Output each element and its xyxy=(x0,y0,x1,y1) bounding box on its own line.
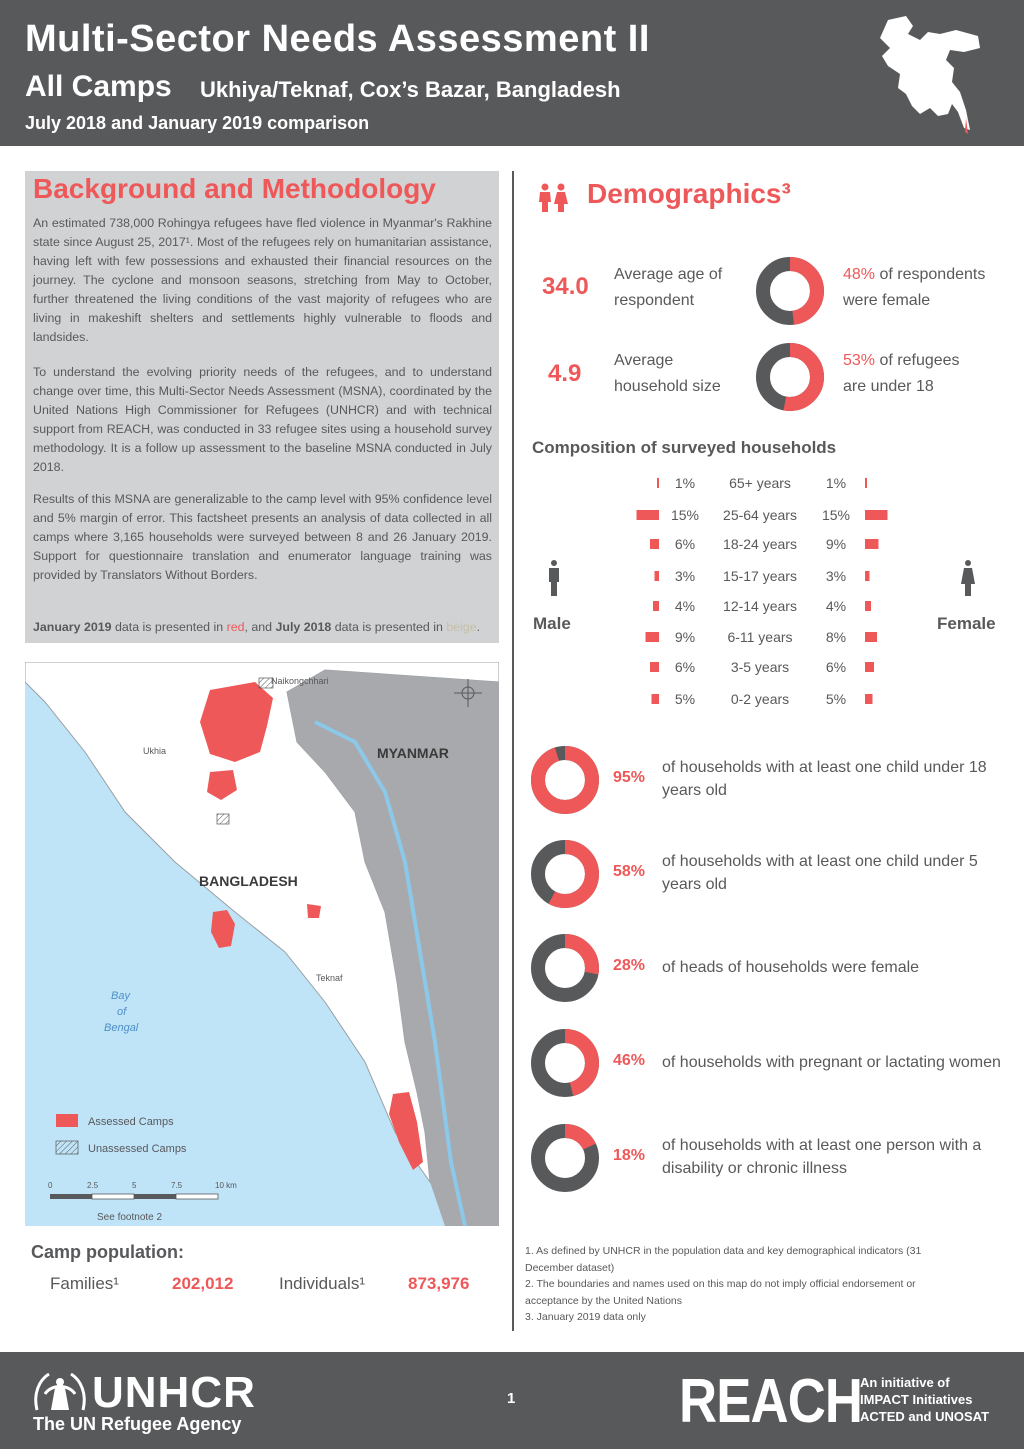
avg-age-label-2: respondent xyxy=(614,292,695,309)
footer-banner xyxy=(0,1352,1024,1449)
female-respondents-pct: 48% xyxy=(843,266,876,283)
hh-size-label-2: household size xyxy=(614,378,721,395)
legend-assessed-swatch xyxy=(56,1114,78,1127)
female-bar xyxy=(865,694,873,704)
scale-label-4: 10 km xyxy=(215,1181,237,1190)
avg-age-label-1: Average age of xyxy=(614,266,723,283)
unhcr-emblem-icon xyxy=(31,1370,89,1414)
legend-unassessed-swatch xyxy=(56,1141,78,1154)
male-bar xyxy=(646,632,660,642)
female-label: Female xyxy=(937,614,996,633)
map-label-bengal: Bengal xyxy=(104,1022,139,1034)
male-bar xyxy=(650,539,659,549)
scale-label-1: 2.5 xyxy=(87,1181,99,1190)
female-respondents-text-2: were female xyxy=(843,292,931,309)
map-label-bay: Bay xyxy=(111,990,130,1002)
male-bar xyxy=(650,662,659,672)
female-pct-label: 6% xyxy=(825,659,847,675)
families-value: 202,012 xyxy=(172,1274,234,1293)
map-footnote: See footnote 2 xyxy=(97,1212,163,1223)
composition-title: Composition of surveyed households xyxy=(532,438,837,457)
age-group-label: 25-64 years xyxy=(723,507,797,523)
individuals-label: Individuals¹ xyxy=(279,1274,365,1293)
female-bar xyxy=(865,571,870,581)
female-bar xyxy=(865,510,888,520)
footnote-2: 2. The boundaries and names used on this map do not imply official endorsement or acceptance by the United Nations xyxy=(525,1278,916,1307)
pyramid-row xyxy=(646,629,878,645)
under18-text-2: are under 18 xyxy=(843,378,934,395)
male-pct-label: 6% xyxy=(674,536,696,552)
map-label-naikongchhari: Naikongchhari xyxy=(271,676,329,686)
male-bar xyxy=(657,478,659,488)
map-label-myanmar: MYANMAR xyxy=(377,745,449,761)
male-bar xyxy=(637,510,660,520)
note-red: red xyxy=(226,620,245,634)
female-bar xyxy=(865,632,877,642)
household-donut xyxy=(529,838,601,910)
female-pct-label: 3% xyxy=(825,568,847,584)
reach-tagline-2: IMPACT Initiatives xyxy=(860,1392,973,1407)
note-text-3: data is presented in xyxy=(331,620,447,634)
bangladesh-map-icon xyxy=(868,12,988,137)
page-subtitle: All Camps xyxy=(25,70,172,103)
age-group-label: 18-24 years xyxy=(723,536,797,552)
background-paragraph-3: Results of this MSNA are generalizable to the camp level with 95% confidence level and 5% margin of error. This factsheet presents an analysis of data collected in all camps where 3,165 households were surveyed between 8 and 26 January 2019. Support for questionnaire translation and enumerator language training was provided by Translators Without Borders. xyxy=(33,492,492,582)
individuals-value: 873,976 xyxy=(408,1274,470,1293)
pyramid-row xyxy=(637,507,888,523)
female-pct-label: 8% xyxy=(825,629,847,645)
under18-text-1 xyxy=(843,348,960,374)
reach-tagline-1: An initiative of xyxy=(860,1375,950,1390)
male-bar xyxy=(655,571,660,581)
age-group-label: 3-5 years xyxy=(730,659,790,675)
note-text-1: data is presented in xyxy=(111,620,227,634)
household-donut-arc xyxy=(538,753,592,807)
background-paragraph-1: An estimated 738,000 Rohingya refugees have fled violence in Myanmar's Rakhine state since August 25, 2017¹. Most of the refugees rely on humanitarian assistance, having left with few possessions and exhausted their financial resources on the journey. The cyclone and monsoon seasons, stretching from May to October, further threatened the living conditions of the vast majority of refugees who are living in makeshift shelters and settlements highly vulnerable to floods and landsides. xyxy=(33,216,492,344)
female-pct-label: 4% xyxy=(825,598,847,614)
pyramid-row xyxy=(652,691,873,707)
page-title: Multi-Sector Needs Assessment II xyxy=(25,18,650,60)
age-group-label: 12-14 years xyxy=(723,598,797,614)
household-indicator-text: of households with at least one child under 5 years old xyxy=(662,853,978,893)
age-group-label: 15-17 years xyxy=(723,568,797,584)
hh-size-value: 4.9 xyxy=(548,360,582,387)
scale-label-3: 7.5 xyxy=(171,1181,183,1190)
note-text-2: , and xyxy=(244,620,276,634)
hh-size-label-1: Average xyxy=(614,352,674,369)
household-donut xyxy=(529,1027,601,1099)
male-bar xyxy=(652,694,660,704)
household-pct: 95% xyxy=(613,769,646,786)
household-donut xyxy=(529,744,601,816)
female-respondents-text-1 xyxy=(843,262,985,288)
household-pct: 18% xyxy=(613,1147,646,1164)
map-camp-cluster-3 xyxy=(307,904,321,918)
legend-unassessed-label: Unassessed Camps xyxy=(88,1143,187,1155)
under18-donut xyxy=(754,341,826,413)
under18-pct: 53% xyxy=(843,352,876,369)
background-title: Background and Methodology xyxy=(33,173,436,204)
female-respondents-donut xyxy=(754,255,826,327)
unhcr-tagline: The UN Refugee Agency xyxy=(33,1414,242,1434)
reach-tagline xyxy=(860,1374,989,1425)
background-paragraph-2: To understand the evolving priority needs of the refugees, and to understand change over time, this Multi-Sector Needs Assessment (MSNA), coordinated by the United Nations High Commissioner for Refugees (UNHCR) and with technical support from REACH, was conducted in 33 refugee sites using a household survey methodology. It is a follow up assessment to the baseline MSNA conducted in July 2018. xyxy=(33,365,492,474)
scale-label-2: 5 xyxy=(132,1181,137,1190)
map-label-of: of xyxy=(117,1006,127,1018)
page-number: 1 xyxy=(507,1390,516,1407)
color-legend-note xyxy=(33,618,492,637)
under18-suffix: of refugees xyxy=(875,352,960,369)
note-text-4: . xyxy=(476,620,481,634)
male-icon xyxy=(549,560,559,596)
household-pct: 58% xyxy=(613,863,646,880)
household-pct: 28% xyxy=(613,957,646,974)
pyramid-row xyxy=(653,598,871,614)
male-bar xyxy=(653,601,659,611)
male-pct-label: 6% xyxy=(674,659,696,675)
age-group-label: 0-2 years xyxy=(730,691,790,707)
column-divider xyxy=(512,171,514,1331)
footnotes xyxy=(525,1243,965,1326)
female-pct-label: 15% xyxy=(821,507,851,523)
female-pct-label: 5% xyxy=(825,691,847,707)
map-unassessed-camp-2 xyxy=(217,814,229,824)
household-indicator-text: of heads of households were female xyxy=(662,959,920,976)
reach-logo-text: REACH xyxy=(679,1367,863,1436)
female-pct-label: 1% xyxy=(825,475,847,491)
pyramid-row xyxy=(650,536,879,552)
pyramid-row xyxy=(655,568,870,584)
pyramid-row xyxy=(657,475,867,491)
footnote-1: 1. As defined by UNHCR in the population data and key demographical indicators (31 December dataset) xyxy=(525,1245,922,1274)
camps-map xyxy=(25,662,499,1226)
household-indicator-text: of households with pregnant or lactating women xyxy=(662,1054,1001,1071)
male-pct-label: 1% xyxy=(674,475,696,491)
unhcr-logo-text: UNHCR xyxy=(92,1368,256,1417)
people-icon xyxy=(536,183,570,213)
female-icon xyxy=(961,560,975,596)
footnote-3: 3. January 2019 data only xyxy=(525,1311,646,1323)
scale-label-0: 0 xyxy=(48,1181,53,1190)
household-indicator-text: of households with at least one person with a disability or chronic illness xyxy=(662,1137,982,1177)
household-donut xyxy=(529,932,601,1004)
female-respondents-suffix: of respondents xyxy=(875,266,986,283)
map-label-ukhia: Ukhia xyxy=(143,746,167,756)
female-bar xyxy=(865,662,874,672)
location-text: Ukhiya/Teknaf, Cox’s Bazar, Bangladesh xyxy=(200,77,621,102)
map-label-bangladesh: BANGLADESH xyxy=(199,873,298,889)
household-donut xyxy=(529,1122,601,1194)
map-label-teknaf: Teknaf xyxy=(316,973,343,983)
household-pct: 46% xyxy=(613,1052,646,1069)
pyramid-row xyxy=(650,659,874,675)
male-pct-label: 4% xyxy=(674,598,696,614)
age-group-label: 6-11 years xyxy=(727,629,793,645)
population-pyramid xyxy=(520,468,1010,718)
camp-population-title: Camp population: xyxy=(31,1242,184,1262)
families-label: Families¹ xyxy=(50,1274,119,1293)
avg-age-value: 34.0 xyxy=(542,273,589,300)
demographics-title: Demographics³ xyxy=(587,178,791,209)
female-bar xyxy=(865,539,879,549)
male-pct-label: 9% xyxy=(674,629,696,645)
male-pct-label: 15% xyxy=(670,507,700,523)
reach-tagline-3: ACTED and UNOSAT xyxy=(860,1409,990,1424)
female-bar xyxy=(865,601,871,611)
comparison-text: July 2018 and January 2019 comparison xyxy=(25,113,370,133)
legend-assessed-label: Assessed Camps xyxy=(88,1116,174,1128)
female-bar xyxy=(865,478,867,488)
male-label: Male xyxy=(533,614,571,633)
household-indicator-text: of households with at least one child under 18 years old xyxy=(662,759,987,799)
age-group-label: 65+ years xyxy=(729,475,791,491)
note-beige: beige xyxy=(446,620,477,634)
female-pct-label: 9% xyxy=(825,536,847,552)
note-january: January 2019 xyxy=(33,620,112,634)
header-banner xyxy=(0,0,1024,146)
male-pct-label: 5% xyxy=(674,691,696,707)
pyramid-rows xyxy=(637,475,888,707)
male-pct-label: 3% xyxy=(674,568,696,584)
note-july: July 2018 xyxy=(275,620,332,634)
